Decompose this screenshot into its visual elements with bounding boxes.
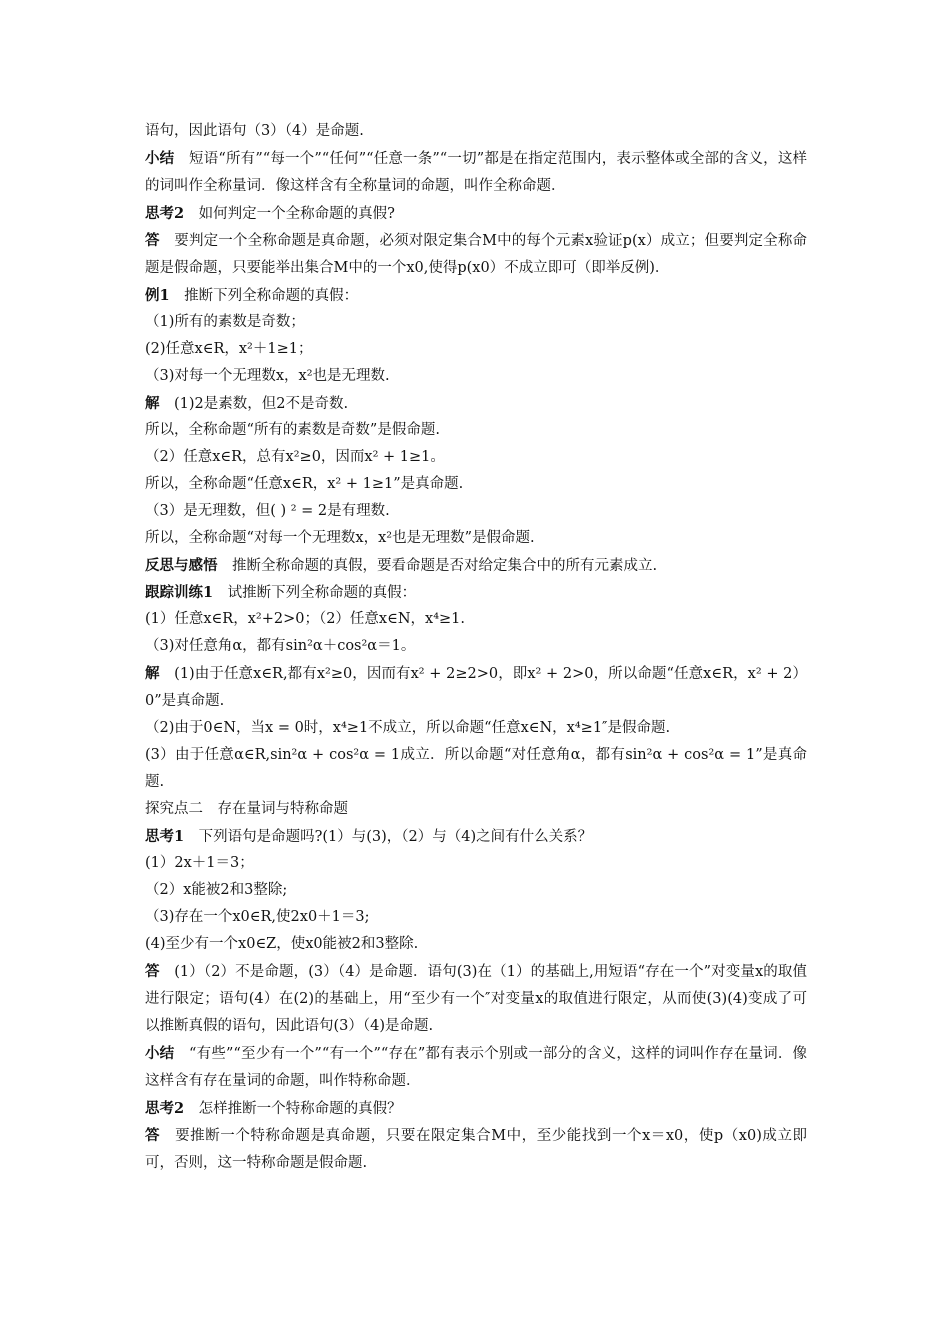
- text-line: (4)至少有一个x0∈Z，使x0能被2和3整除.: [145, 936, 419, 952]
- example-heading: 例1 推断下列全称命题的真假：: [145, 287, 359, 304]
- label-exercise: 跟踪训练1: [145, 584, 214, 601]
- label-answer: 答: [145, 1127, 161, 1144]
- label-summary: 小结: [145, 150, 175, 167]
- text-line: （2）任意x∈R，总有x²≥0，因而x² + 1≥1。: [145, 449, 445, 465]
- text-line: 所以，全称命题“所有的素数是奇数”是假命题.: [145, 422, 440, 438]
- text-line: (1）2x＋1＝3；: [145, 855, 254, 871]
- question-heading: 思考2 怎样推断一个特称命题的真假？: [145, 1100, 402, 1117]
- text-line: 所以，全称命题“任意x∈R，x² + 1≥1”是真命题.: [145, 476, 464, 492]
- label-solution: 解: [145, 665, 160, 682]
- text-line: （3)对每一个无理数x，x²也是无理数.: [145, 368, 390, 384]
- label-answer: 答: [145, 232, 160, 249]
- label-question: 思考2: [145, 1100, 185, 1117]
- question-heading: 思考2 如何判定一个全称命题的真假?: [145, 205, 395, 222]
- solution-heading: 解 (1)2是素数，但2不是奇数.: [145, 395, 349, 412]
- summary-paragraph: 小结 “有些”“至少有一个”“有一个”“存在”都有表示个别或一部分的含义，这样的词叫作存在量词．像这样含有存在量词的命题，叫作特称命题．: [145, 1045, 807, 1089]
- text-line: 语句，因此语句（3）（4）是命题.: [145, 123, 364, 139]
- label-question: 思考2: [145, 205, 185, 222]
- reflection-line: 反思与感悟 推断全称命题的真假，要看命题是否对给定集合中的所有元素成立.: [145, 557, 658, 574]
- text-line: （2)由于0∈N，当x = 0时，x⁴≥1不成立，所以命题“任意x∈N，x⁴≥1″是假命题.: [145, 720, 671, 736]
- solution-paragraph: 解 (1)由于任意x∈R,都有x²≥0，因而有x² + 2≥2>0，即x² + 2>0，所以命题“任意x∈R，x² + 2）0”是真命题.: [145, 665, 807, 709]
- text-line: （3）是无理数，但( ) ² = 2是有理数.: [145, 503, 390, 519]
- label-summary: 小结: [145, 1045, 175, 1062]
- summary-paragraph: 小结 短语“所有”“每一个”“任何”“任意一条”“一切”都是在指定范围内，表示整体或全部的含义，这样的词叫作全称量词．像这样含有全称量词的命题，叫作全称命题．: [145, 150, 808, 194]
- text-line: （3)存在一个x0∈R,使2x0＋1＝3;: [145, 909, 370, 925]
- text-line: (2)任意x∈R，x²＋1≥1；: [145, 341, 313, 357]
- text-line: （2）x能被2和3整除;: [145, 882, 288, 898]
- text-line: （3)对任意角α，都有sin²α＋cos²α＝1。: [145, 638, 416, 654]
- document-body: [145, 118, 807, 1177]
- answer-paragraph: 答 要推断一个特称命题是真命题，只要在限定集合M中，至少能找到一个x＝x0，使p（x0)成立即可，否则，这一特称命题是假命题.: [145, 1127, 808, 1171]
- text-paragraph: (3）由于任意α∈R,sin²α + cos²α = 1成立．所以命题“对任意角α，都有sin²α + cos²α = 1”是真命题.: [145, 747, 807, 790]
- label-example: 例1: [145, 287, 170, 304]
- exercise-heading: 跟踪训练1 试推断下列全称命题的真假：: [145, 584, 417, 601]
- text-line: （1)所有的素数是奇数；: [145, 314, 305, 330]
- text-line: (1）任意x∈R，x²+2>0；（2）任意x∈N，x⁴≥1.: [145, 611, 465, 627]
- label-solution: 解: [145, 395, 160, 412]
- answer-paragraph: 答 要判定一个全称命题是真命题，必须对限定集合M中的每个元素x验证p(x）成立；但要判定全称命题是假命题，只要能举出集合M中的一个x0,使得p(x0）不成立即可（即举反例)．: [145, 232, 807, 276]
- label-answer: 答: [145, 963, 160, 980]
- answer-paragraph: 答 (1）（2）不是命题，(3）（4）是命题．语句(3)在（1）的基础上,用短语“存在一个”对变量x的取值进行限定；语句(4）在(2)的基础上，用“至少有一个″对变量x的取值进行限定，从而使(3)(4)变成了可以推断真假的语句，因此语句(3）（4)是命题.: [145, 963, 808, 1034]
- section-heading: 探究点二 存在量词与特称命题: [145, 801, 348, 817]
- text-line: 所以，全称命题“对每一个无理数x，x²也是无理数”是假命题.: [145, 530, 535, 546]
- question-heading: 思考1 下列语句是命题吗?(1）与(3)，（2）与（4)之间有什么关系？: [145, 828, 593, 845]
- label-question: 思考1: [145, 828, 185, 845]
- label-reflection: 反思与感悟: [145, 557, 218, 574]
